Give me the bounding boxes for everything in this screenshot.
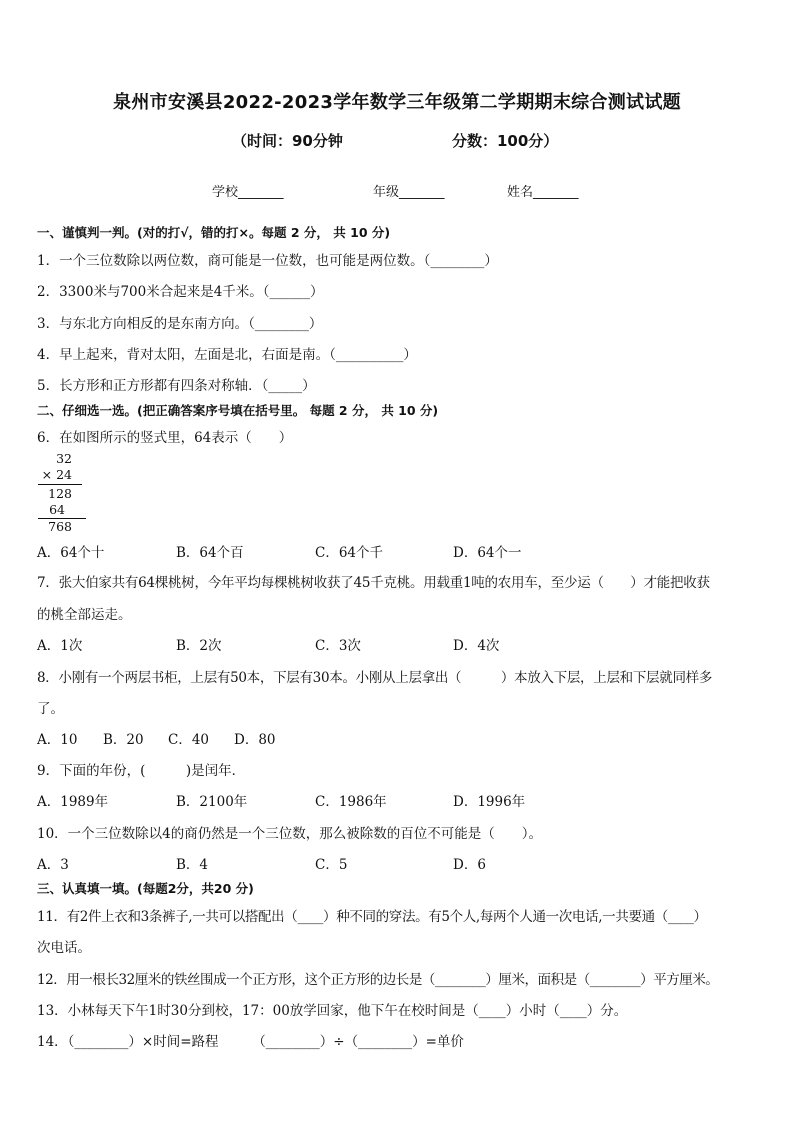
page-title: 泉州市安溪县2022-2023学年数学三年级第二学期期末综合测试试题	[113, 92, 681, 113]
grade-field: 年级_______	[373, 185, 445, 200]
question-7-cont: 的桃全部运走。	[37, 607, 132, 623]
section-heading-fill: 三、认真填一填。(每题2分，共20 分)	[37, 881, 254, 896]
q6-option-b: B．64个百	[176, 545, 244, 561]
q9-option-d: D．1996年	[453, 794, 526, 810]
question-9: 9．下面的年份，( )是闰年．	[37, 763, 246, 779]
rule-line	[38, 484, 82, 485]
question-1: 1．一个三位数除以两位数，商可能是一位数，也可能是两位数。（________）	[37, 253, 498, 269]
question-8: 8．小刚有一个两层书柜，上层有50本，下层有30本。小刚从上层拿出（ ）本放入下层，上层和下层就同样多	[37, 670, 713, 686]
q7-option-a: A．1次	[37, 638, 83, 654]
product: 768	[48, 519, 72, 534]
question-6: 6．在如图所示的竖式里，64表示（ ）	[37, 430, 293, 446]
school-field: 学校_______	[212, 185, 284, 200]
question-5: 5．长方形和正方形都有四条对称轴．（_____）	[37, 378, 316, 394]
section-heading-choice: 二、仔细选一选。(把正确答案序号填在括号里。 每题 2 分， 共 10 分)	[37, 403, 439, 418]
q8-option-a: A．10	[37, 732, 78, 748]
q9-option-c: C．1986年	[315, 794, 387, 810]
q10-option-c: C．5	[315, 857, 348, 873]
question-4: 4．早上起来，背对太阳，左面是北，右面是南。（__________）	[37, 347, 417, 363]
q7-option-b: B．2次	[176, 638, 222, 654]
multiplier: × 24	[41, 467, 72, 482]
partial-product-2: 64	[49, 502, 65, 517]
q10-option-d: D．6	[453, 857, 486, 873]
q8-option-c: C．40	[168, 732, 210, 748]
question-8-cont: 了。	[37, 701, 64, 717]
exam-time: （时间：90分钟	[232, 132, 343, 150]
section-heading-judge: 一、谨慎判一判。(对的打√，错的打×。每题 2 分， 共 10 分)	[37, 225, 391, 240]
q7-option-c: C．3次	[315, 638, 361, 654]
partial-product-1: 128	[48, 486, 72, 501]
q10-option-a: A．3	[37, 857, 69, 873]
q6-option-d: D．64个一	[453, 545, 522, 561]
q10-option-b: B．4	[176, 857, 209, 873]
q8-option-b: B．20	[103, 732, 144, 748]
q9-option-b: B．2100年	[176, 794, 248, 810]
q9-option-a: A．1989年	[37, 794, 109, 810]
q6-option-c: C．64个千	[315, 545, 384, 561]
question-7: 7．张大伯家共有64棵桃树，今年平均每棵桃树收获了45千克桃。用载重1吨的农用车，至少运（ ）才能把收获	[37, 575, 710, 591]
question-14: 14．（________）×时间=路程 （________）÷（________）=单价	[37, 1034, 464, 1050]
exam-score: 分数：100分）	[452, 132, 559, 150]
question-2: 2．3300米与700米合起来是4千米。（______）	[37, 284, 324, 300]
q6-option-a: A．64个十	[37, 545, 105, 561]
question-11-cont: 次电话。	[37, 940, 91, 956]
question-12: 12．用一根长32厘米的铁丝围成一个正方形，这个正方形的边长是（________）厘米，面积是（________）平方厘米。	[37, 972, 719, 988]
question-13: 13．小林每天下午1时30分到校，17：00放学回家，他下午在校时间是（____）小时（____）分。	[37, 1003, 628, 1019]
question-11: 11．有2件上衣和3条裤子,一共可以搭配出（____）种不同的穿法。有5个人,每两个人通一次电话,一共要通（____）	[37, 909, 707, 925]
name-field: 姓名_______	[507, 185, 579, 200]
q8-option-d: D．80	[234, 732, 276, 748]
multiplicand: 32	[56, 451, 72, 466]
question-10: 10．一个三位数除以4的商仍然是一个三位数，那么被除数的百位不可能是（ ）。	[37, 826, 543, 842]
q7-option-d: D．4次	[453, 638, 500, 654]
question-3: 3．与东北方向相反的是东南方向。（________）	[37, 316, 323, 332]
